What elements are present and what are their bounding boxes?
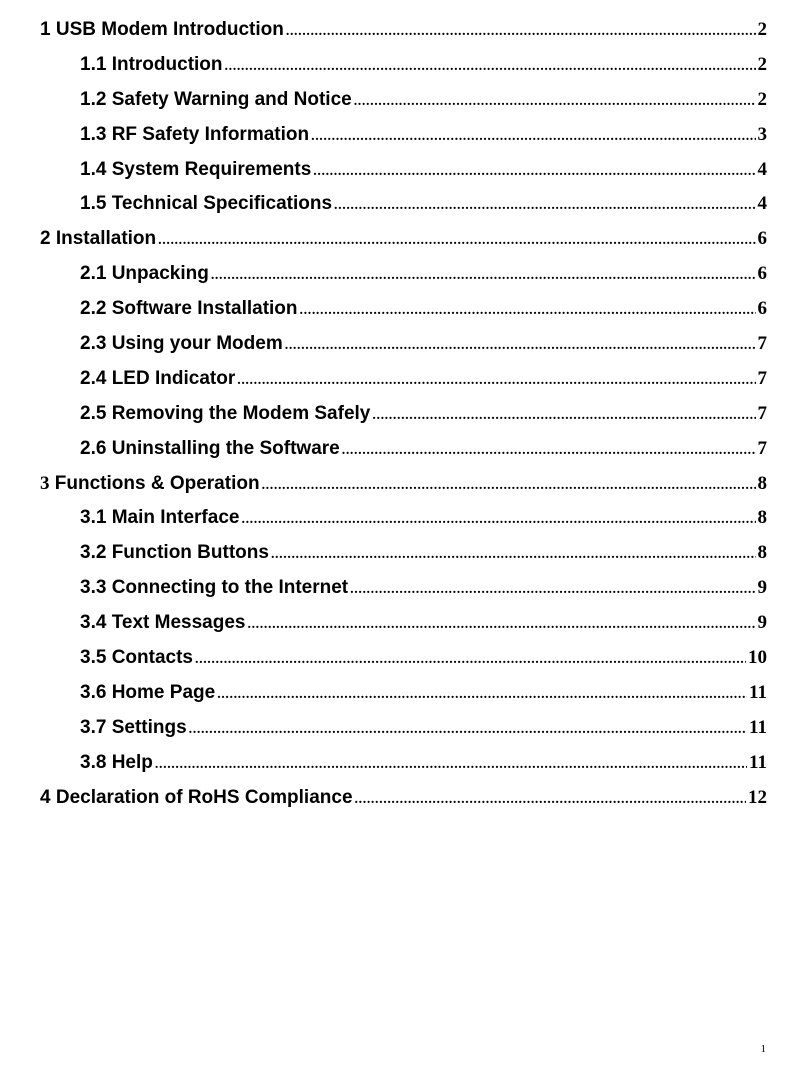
toc-entry[interactable] [40, 641, 767, 676]
toc-entry-title: Technical Specifications [111, 193, 333, 215]
toc-entry-title: Home Page [111, 681, 216, 703]
toc-entry-page: 2 [757, 19, 767, 40]
toc-entry[interactable] [40, 48, 767, 83]
toc-entry-number: 1.5 [80, 193, 107, 215]
toc-entry-number: 1.1 [80, 53, 107, 75]
toc-entry[interactable] [40, 676, 767, 711]
toc-entry-number: 2.1 [80, 263, 107, 285]
toc-leader-dots [211, 259, 756, 294]
toc-leader-dots [334, 189, 755, 224]
toc-leader-dots [311, 120, 755, 155]
toc-entry-title: Help [111, 751, 153, 773]
toc-entry-page: 4 [757, 193, 767, 215]
toc-leader-dots [217, 678, 747, 713]
toc-leader-dots [155, 748, 747, 783]
toc-entry-number: 1.4 [80, 158, 107, 180]
toc-entry-number: 2 [40, 228, 51, 250]
toc-entry-number: 3.7 [80, 716, 107, 738]
toc-entry[interactable] [40, 187, 767, 222]
toc-leader-dots [189, 713, 747, 748]
toc-entry[interactable] [40, 118, 767, 153]
toc-entry[interactable] [40, 292, 767, 327]
toc-entry-title: Removing the Modem Safely [111, 402, 371, 424]
toc-entry-number: 2.6 [80, 437, 107, 459]
toc-leader-dots [271, 538, 756, 573]
toc-entry[interactable] [40, 13, 767, 48]
toc-entry-page: 6 [757, 263, 767, 285]
toc-entry-page: 2 [757, 53, 767, 75]
toc-entry-page: 7 [757, 333, 767, 355]
toc-leader-dots [262, 469, 756, 504]
toc-entry-title: LED Indicator [111, 367, 236, 389]
toc-leader-dots [350, 573, 755, 608]
toc-entry-number: 4 [40, 786, 51, 808]
toc-entry-page: 2 [757, 88, 767, 110]
toc-entry[interactable] [40, 711, 767, 746]
toc-entry-title: Connecting to the Internet [111, 577, 349, 599]
toc-entry-page: 12 [748, 786, 767, 808]
toc-entry-page: 8 [757, 507, 767, 529]
toc-entry[interactable] [40, 536, 767, 571]
table-of-contents [40, 13, 767, 815]
toc-entry-page: 3 [757, 123, 767, 145]
toc-leader-dots [313, 155, 755, 190]
toc-entry-title: System Requirements [111, 158, 312, 180]
toc-entry[interactable] [40, 83, 767, 118]
toc-entry-number: 3.5 [80, 647, 107, 669]
toc-entry-number: 1.3 [80, 123, 107, 145]
toc-leader-dots [286, 15, 756, 50]
toc-entry[interactable] [40, 397, 767, 432]
toc-entry[interactable] [40, 781, 767, 816]
toc-leader-dots [158, 224, 755, 259]
toc-entry[interactable] [40, 606, 767, 641]
toc-entry-number: 3.6 [80, 681, 107, 703]
toc-entry-number: 2.5 [80, 402, 107, 424]
toc-entry[interactable] [40, 432, 767, 467]
toc-entry-title: Contacts [111, 647, 193, 669]
toc-entry-title: Using your Modem [111, 333, 283, 355]
toc-entry-number: 3.1 [80, 507, 107, 529]
toc-entry[interactable] [40, 571, 767, 606]
toc-leader-dots [355, 783, 746, 818]
toc-entry-page: 11 [749, 681, 767, 703]
toc-entry-title: Functions & Operation [54, 472, 260, 494]
page-number: 1 [760, 1043, 766, 1055]
toc-entry[interactable] [40, 501, 767, 536]
toc-leader-dots [225, 50, 756, 85]
toc-leader-dots [285, 329, 756, 364]
toc-entry-number: 3.2 [80, 542, 107, 564]
toc-entry-title: Text Messages [111, 612, 246, 634]
toc-entry-title: Unpacking [111, 263, 209, 285]
toc-entry[interactable] [40, 362, 767, 397]
toc-leader-dots [300, 294, 756, 329]
toc-leader-dots [372, 399, 755, 434]
toc-entry-number: 3.4 [80, 612, 107, 634]
toc-leader-dots [237, 364, 755, 399]
toc-entry-page: 6 [757, 228, 767, 250]
toc-entry-title: Declaration of RoHS Compliance [55, 786, 353, 808]
toc-entry[interactable] [40, 153, 767, 188]
toc-entry-title: Main Interface [111, 507, 240, 529]
toc-entry-page: 7 [757, 437, 767, 459]
toc-leader-dots [195, 643, 746, 678]
toc-entry-page: 9 [757, 612, 767, 634]
toc-entry-number: 2.3 [80, 333, 107, 355]
toc-entry-title: USB Modem Introduction [55, 19, 284, 40]
toc-entry-number: 2.4 [80, 367, 107, 389]
toc-entry-page: 7 [757, 402, 767, 424]
toc-entry-title: Uninstalling the Software [111, 437, 340, 459]
toc-entry-number: 3.3 [80, 577, 107, 599]
toc-entry[interactable] [40, 467, 767, 502]
toc-leader-dots [342, 434, 756, 469]
toc-entry-page: 9 [757, 577, 767, 599]
toc-leader-dots [354, 85, 756, 120]
toc-entry-number: 1 [40, 19, 51, 40]
toc-entry-title: Settings [111, 716, 187, 738]
toc-entry-page: 8 [757, 542, 767, 564]
toc-leader-dots [241, 503, 755, 538]
toc-entry-number: 2.2 [80, 298, 107, 320]
toc-entry-title: Software Installation [111, 298, 298, 320]
toc-entry-page: 6 [757, 298, 767, 320]
toc-entry-title: RF Safety Information [111, 123, 310, 145]
toc-entry-page: 7 [757, 367, 767, 389]
toc-entry[interactable] [40, 746, 767, 781]
toc-entry-title: Safety Warning and Notice [111, 88, 352, 110]
toc-entry-title: Introduction [111, 53, 223, 75]
toc-entry[interactable] [40, 327, 767, 362]
toc-entry-number: 1.2 [80, 88, 107, 110]
toc-entry-number: 3 [40, 472, 50, 494]
toc-entry-page: 11 [749, 751, 767, 773]
toc-entry-title: Function Buttons [111, 542, 269, 564]
toc-entry-page: 8 [757, 472, 767, 494]
toc-leader-dots [247, 608, 755, 643]
toc-entry[interactable] [40, 257, 767, 292]
toc-entry-page: 4 [757, 158, 767, 180]
toc-entry-page: 11 [749, 716, 767, 738]
toc-entry[interactable] [40, 222, 767, 257]
toc-entry-page: 10 [748, 647, 767, 669]
toc-entry-number: 3.8 [80, 751, 107, 773]
toc-entry-title: Installation [55, 228, 157, 250]
